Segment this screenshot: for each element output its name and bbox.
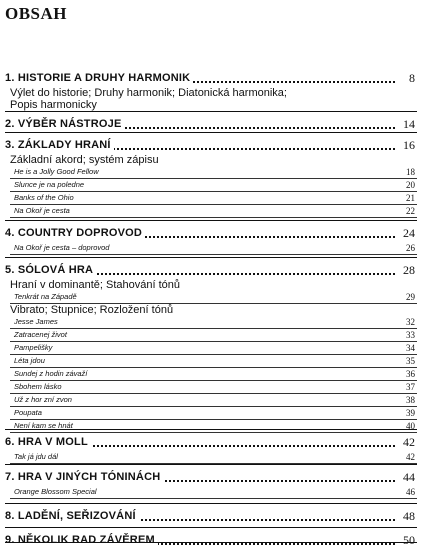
song-page-number: 29 [406,292,415,302]
section-page-number: 50 [400,533,415,547]
song-entry [5,355,417,368]
song-page-number: 40 [406,421,415,431]
song-title: Léta jdou [14,356,45,365]
section-title: 4. COUNTRY DOPROVOD [5,226,145,240]
song-page-number: 36 [406,369,415,379]
section-divider [5,527,417,528]
section-page-number: 48 [400,509,415,523]
song-page-number: 18 [406,167,415,177]
section-divider [5,132,417,133]
toc-section [5,226,417,255]
section-subtitle: Hraní v dominantě; Stahování tónů [10,279,180,291]
song-title: He is a Jolly Good Fellow [14,167,99,176]
song-rule-line [10,432,417,433]
section-divider [5,464,417,465]
song-rule-line [10,254,417,255]
song-title: Banks of the Ohio [14,193,74,202]
section-page-number: 8 [406,71,415,85]
section-title: 2. VÝBĚR NÁSTROJE [5,117,124,131]
song-page-number: 39 [406,408,415,418]
song-title: Sbohem lásko [14,382,62,391]
song-entry [5,166,417,179]
song-page-number: 38 [406,395,415,405]
section-title: 3. ZÁKLADY HRANÍ [5,138,114,152]
song-entry [5,368,417,381]
section-subtitle: Výlet do historie; Druhy harmonik; Diatonická harmonika; [10,87,287,99]
song-title: Poupata [14,408,42,417]
song-entry [5,451,417,464]
song-title: Jesse James [14,317,58,326]
section-divider [5,503,417,504]
song-title: Na Okoř je cesta [14,206,70,215]
section-divider [5,429,417,430]
section-page-number: 44 [400,470,415,484]
toc-section [5,117,417,133]
section-heading [5,263,417,279]
section-heading [5,435,417,451]
song-title: Na Okoř je cesta – doprovod [14,243,110,252]
section-page-number: 24 [400,226,415,240]
song-title: Sundej z hodin závaží [14,369,88,378]
section-heading [5,226,417,242]
song-title: Není kam se hnát [14,421,73,430]
section-heading [5,533,417,549]
toc-section [5,435,417,464]
song-page-number: 21 [406,193,415,203]
toc-section [5,138,417,218]
song-title: Orange Blossom Special [14,487,97,496]
song-entry [5,179,417,192]
section-title: 5. SÓLOVÁ HRA [5,263,96,277]
song-entry [5,316,417,329]
song-title: Tak já jdu dál [14,452,58,461]
song-entry [5,420,417,433]
section-subtitle: Vibrato; Stupnice; Rozložení tónů [10,304,174,316]
song-entry [5,192,417,205]
toc-section [5,533,417,549]
song-entry [5,381,417,394]
song-rule-line [10,498,417,499]
section-divider [5,257,417,258]
song-entry [5,205,417,218]
section-page-number: 42 [400,435,415,449]
section-title: 7. HRA V JINÝCH TÓNINÁCH [5,470,163,484]
song-page-number: 20 [406,180,415,190]
section-heading [5,138,417,154]
song-page-number: 33 [406,330,415,340]
song-rule-line [10,303,417,304]
song-entry [5,342,417,355]
section-title: 6. HRA V MOLL [5,435,91,449]
song-page-number: 46 [406,487,415,497]
section-divider [5,220,417,221]
section-heading [5,117,417,133]
page-title: OBSAH [5,4,68,23]
song-title: Zatracenej život [14,330,67,339]
song-page-number: 37 [406,382,415,392]
section-title: 1. HISTORIE A DRUHY HARMONIK [5,71,193,85]
section-title: 8. LADĚNÍ, SEŘIZOVÁNÍ [5,509,139,523]
song-rule-line [10,217,417,218]
song-entry [5,329,417,342]
section-title: 9. NĚKOLIK RAD ZÁVĚREM [5,533,158,547]
song-entry [5,394,417,407]
section-page-number: 16 [400,138,415,152]
song-page-number: 42 [406,452,415,462]
song-entry [5,291,417,304]
section-subtitle: Základní akord; systém zápisu [10,154,159,166]
song-entry [5,407,417,420]
section-page-number: 14 [400,117,415,131]
song-page-number: 34 [406,343,415,353]
toc-section [5,71,417,111]
song-page-number: 32 [406,317,415,327]
song-page-number: 26 [406,243,415,253]
toc-section [5,470,417,499]
song-page-number: 22 [406,206,415,216]
song-entry [5,486,417,499]
song-title: Už z hor zní zvon [14,395,72,404]
song-entry [5,242,417,255]
section-subtitle: Popis harmonicky [10,99,97,111]
section-divider [5,111,417,112]
toc-section [5,509,417,525]
song-page-number: 35 [406,356,415,366]
section-heading [5,470,417,486]
toc-section [5,263,417,433]
section-heading [5,509,417,525]
song-title: Tenkrát na Západě [14,292,77,301]
section-page-number: 28 [400,263,415,277]
section-heading [5,71,417,87]
song-title: Slunce je na poledne [14,180,85,189]
song-title: Pampelišky [14,343,53,352]
section-divider [5,542,417,543]
